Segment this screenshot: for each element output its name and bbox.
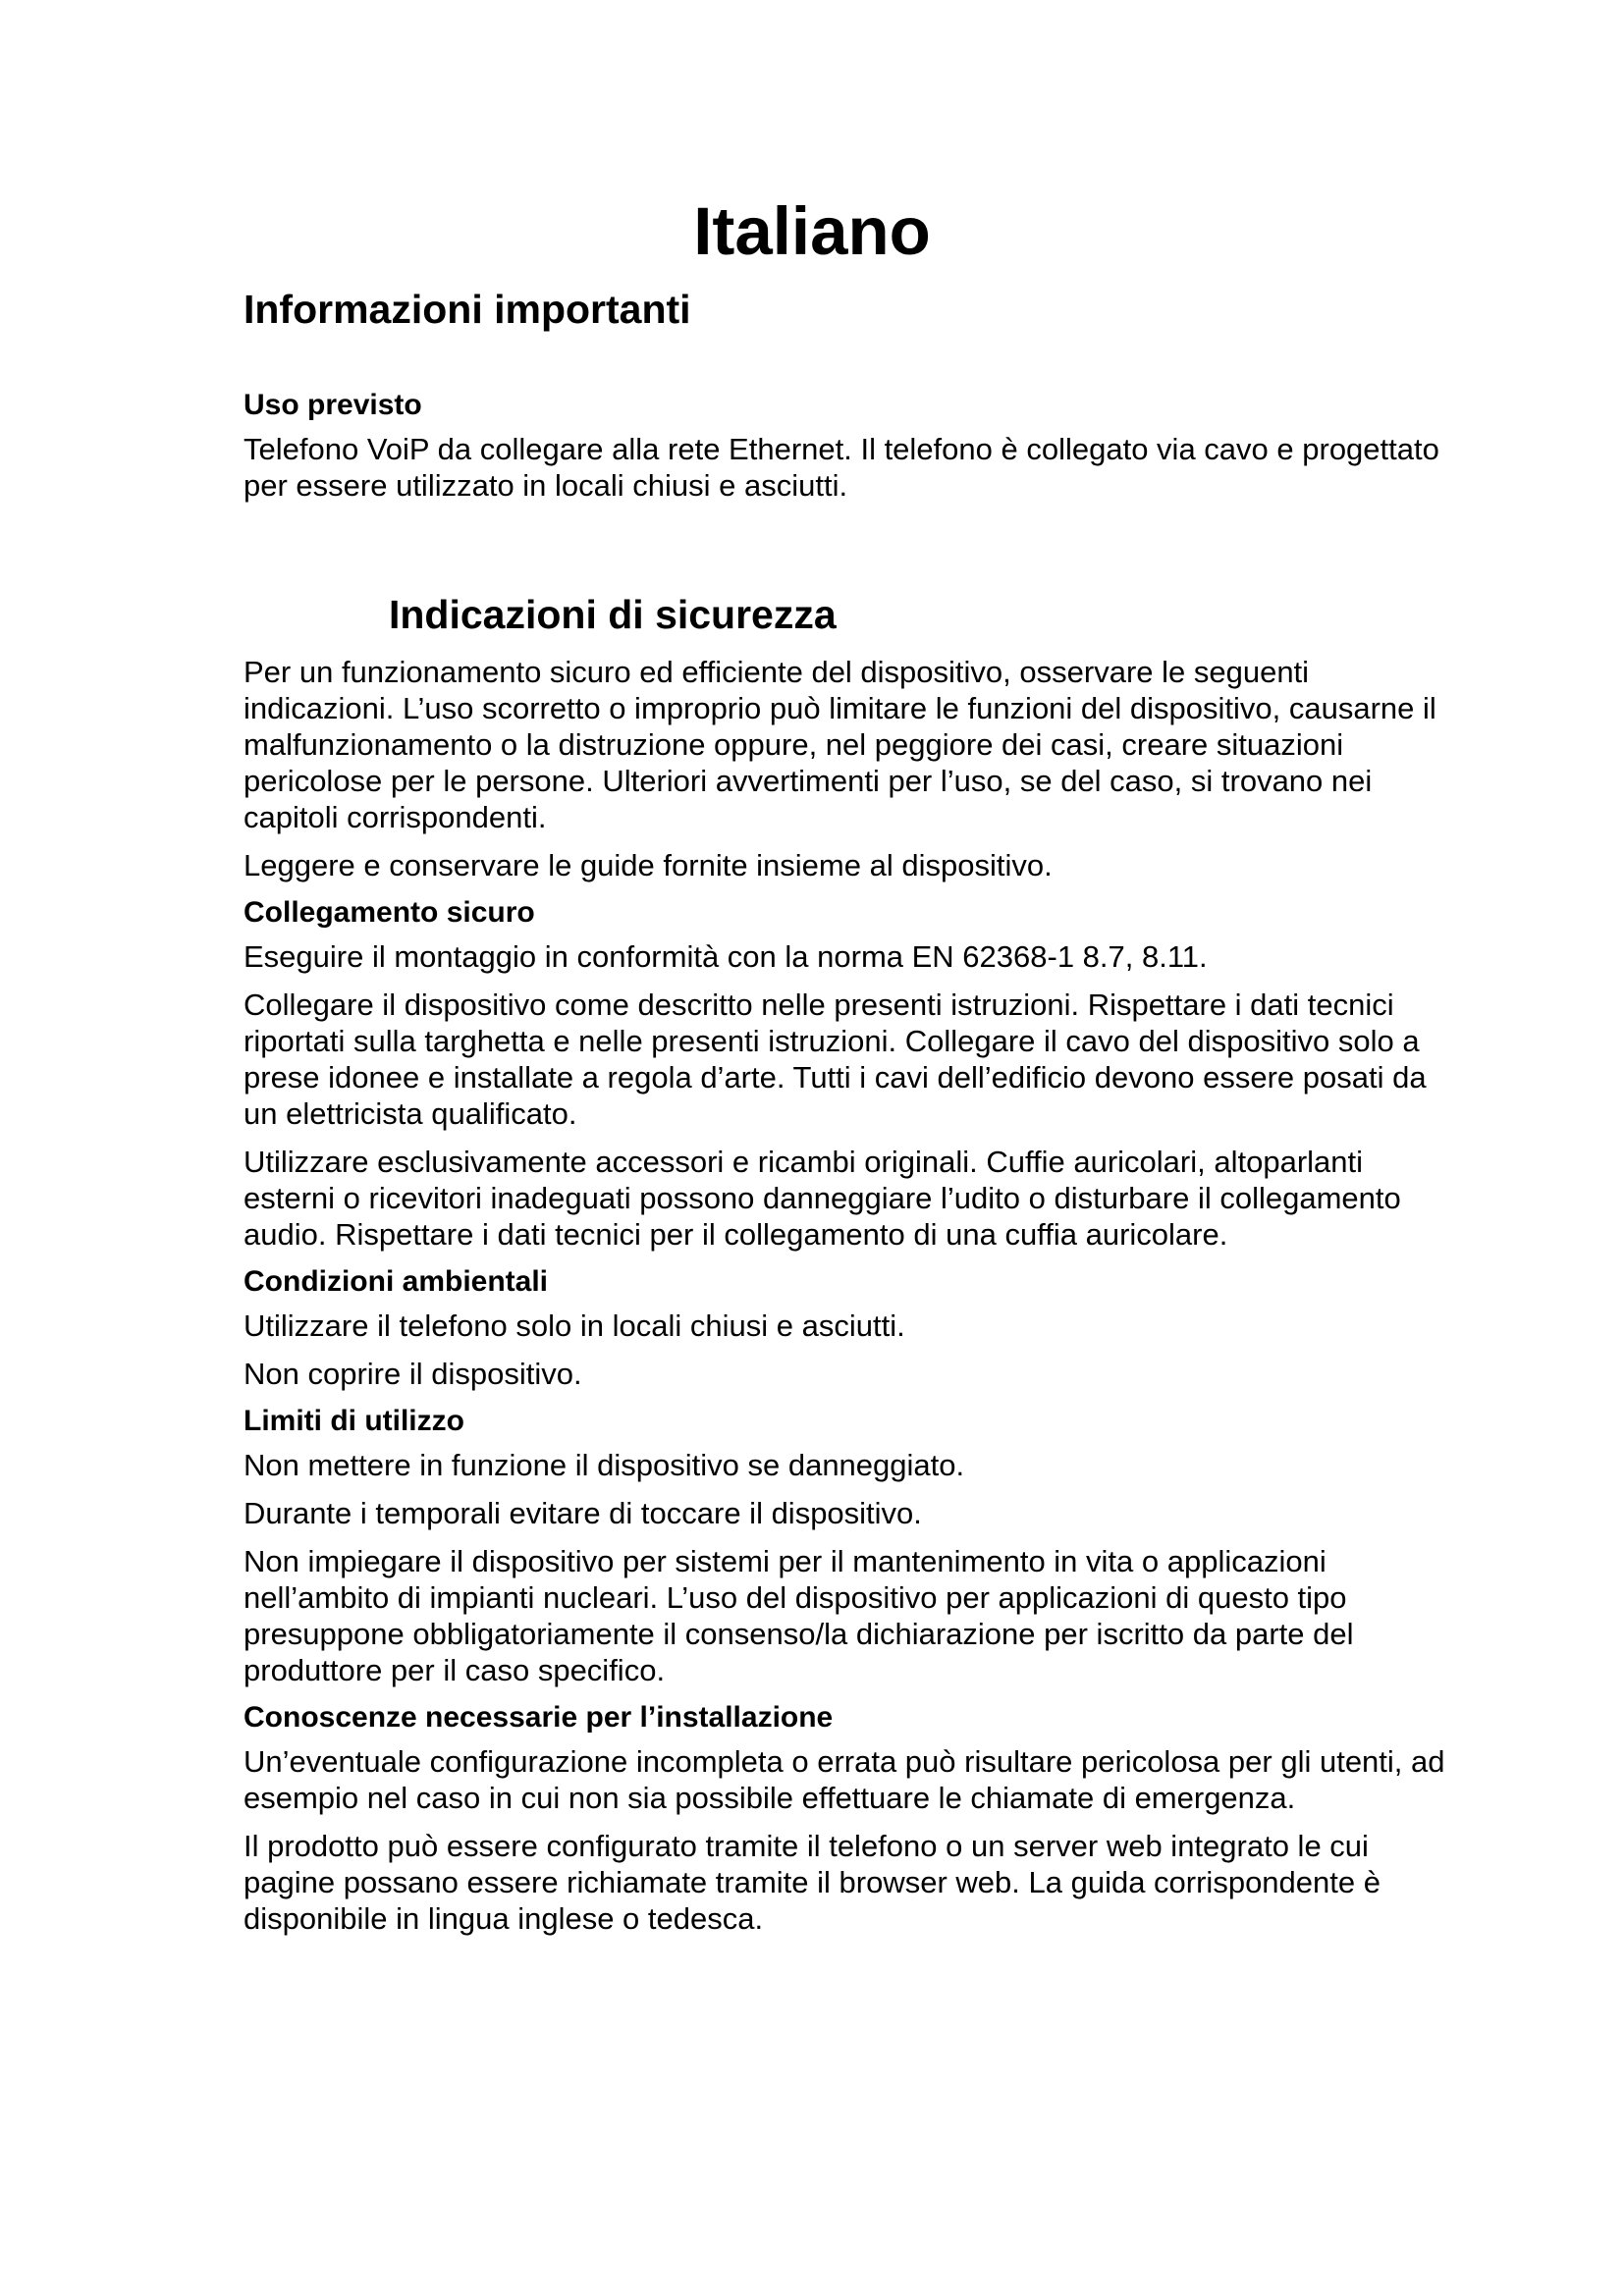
paragraph-usage-limits-1: Non mettere in funzione il dispositivo se danneggiato. [244,1448,965,1482]
paragraph-safe-connection-2: Collegare il dispositivo come descritto nelle presenti istruzioni. Rispettare i dati tecnici riportati sulla targhetta e nelle presenti istruzioni. Collegare il cavo del dispositivo solo a prese idonee e installate a regola d’arte. Tutti i cavi dell’edificio devono essere posati da un elettricista qualificato. [244,988,1427,1131]
paragraph-usage-limits-2: Durante i temporali evitare di toccare il dispositivo. [244,1496,922,1530]
paragraph-installation-knowledge-1: Un’eventuale configurazione incompleta o errata può risultare pericolosa per gli utenti, ad esempio nel caso in cui non sia possibile effettuare le chiamate di emergenza. [244,1744,1445,1815]
paragraph-safety-guides: Leggere e conservare le guide fornite insieme al dispositivo. [244,848,1053,882]
paragraph-usage-limits-3: Non impiegare il dispositivo per sistemi per il mantenimento in vita o applicazioni nell’ambito di impianti nucleari. L’uso del dispositivo per applicazioni di questo tipo presuppone obbligatoriamente il consenso/la dichiarazione per iscritto da parte del produttore per il caso specifico. [244,1544,1354,1687]
paragraph-safe-connection-3: Utilizzare esclusivamente accessori e ricambi originali. Cuffie auricolari, altoparlanti esterni o ricevitori inadeguati possono danneggiare l’udito o disturbare il collegamento audio. Rispettare i dati tecnici per il collegamento di una cuffia auricolare. [244,1145,1401,1252]
paragraph-safe-connection-1: Eseguire il montaggio in conformità con la norma EN 62368-1 8.7, 8.11. [244,939,1208,974]
page-title: Italiano [693,193,931,269]
subheading-intended-use: Uso previsto [244,389,422,421]
section-intended-use [244,386,1451,504]
subheading-usage-limits: Limiti di utilizzo [244,1405,464,1437]
paragraph-environment-1: Utilizzare il telefono solo in locali chiusi e asciutti. [244,1308,905,1343]
section-safety-content [244,654,1451,1937]
section-heading-important-info: Informazioni importanti [244,287,691,332]
paragraph-safety-intro: Per un funzionamento sicuro ed efficiente del dispositivo, osservare le seguenti indicazioni. L’uso scorretto o improprio può limitare le funzioni del dispositivo, causarne il malfunzionamento o la distruzione oppure, nel peggiore dei casi, creare situazioni pericolose per le persone. Ulteriori avvertimenti per l’uso, se del caso, si trovano nei capitoli corrispondenti. [244,655,1436,834]
paragraph-installation-knowledge-2: Il prodotto può essere configurato tramite il telefono o un server web integrato le cui pagine possano essere richiamate tramite il browser web. La guida corrispondente è disponibile in lingua inglese o tedesca. [244,1829,1380,1936]
paragraph-environment-2: Non coprire il dispositivo. [244,1357,582,1391]
section-heading-safety: Indicazioni di sicurezza [389,592,837,637]
subheading-installation-knowledge: Conoscenze necessarie per l’installazione [244,1701,834,1734]
subheading-safe-connection: Collegamento sicuro [244,896,535,929]
subheading-environment: Condizioni ambientali [244,1265,549,1298]
paragraph-intended-use: Telefono VoiP da collegare alla rete Ethernet. Il telefono è collegato via cavo e progettato per essere utilizzato in locali chiusi e asciutti. [244,432,1439,503]
